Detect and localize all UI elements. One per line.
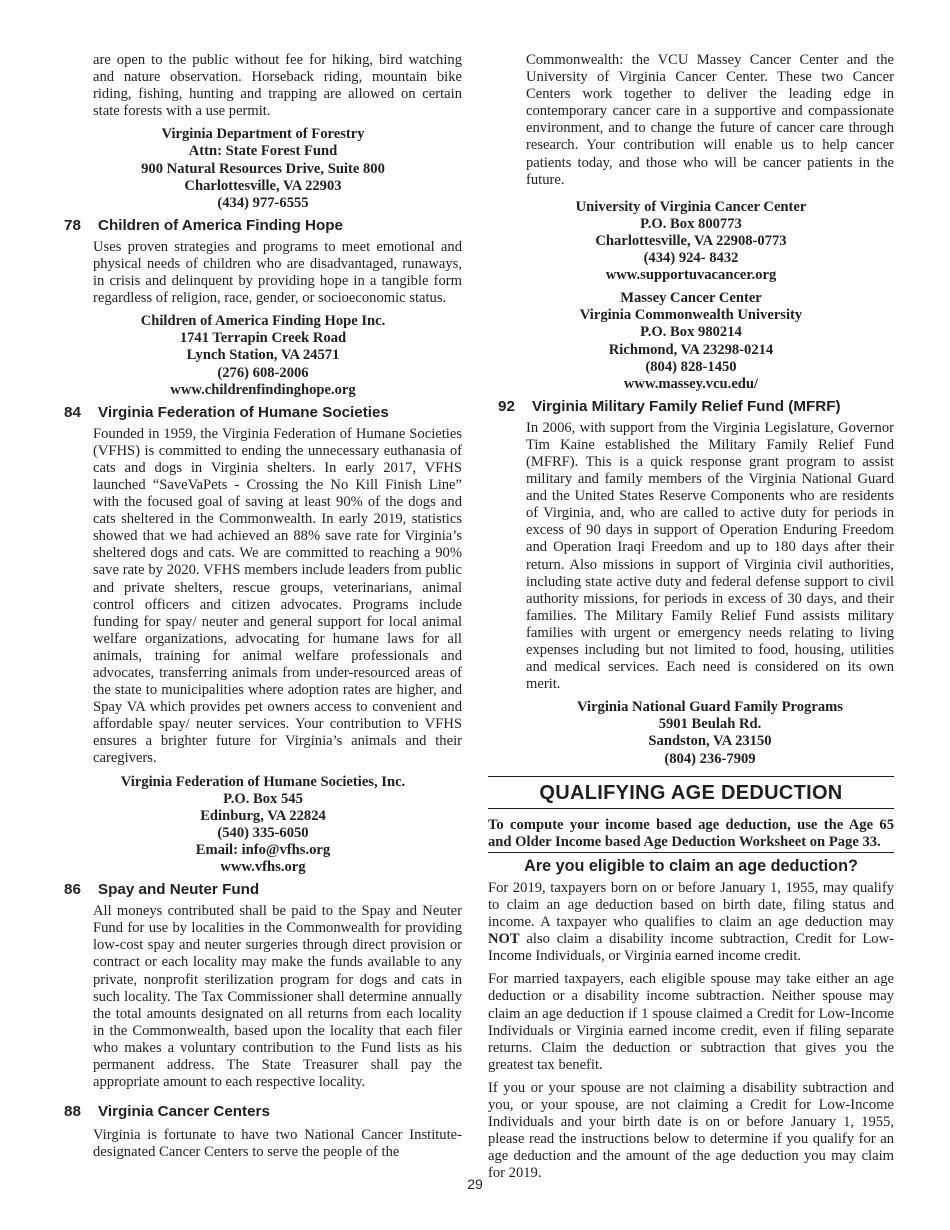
address-line: (276) 608-2006 <box>217 364 309 381</box>
address-line: Richmond, VA 23298-0214 <box>608 341 774 358</box>
address-line: P.O. Box 545 <box>223 790 303 807</box>
address-line: 5901 Beulah Rd. <box>658 716 762 733</box>
section-heading-78 <box>64 217 462 235</box>
section-heading-84 <box>64 404 462 422</box>
address-line: (434) 977-6555 <box>217 194 309 211</box>
section-body-88: Virginia is fortunate to have two National Cancer Institute-designated Cancer Centers to serve the people of the <box>93 1127 462 1161</box>
address-line: P.O. Box 800773 <box>640 215 742 232</box>
address-line: Edinburg, VA 22824 <box>200 807 326 824</box>
address-line: Charlottesville, VA 22908-0773 <box>595 232 787 249</box>
eligibility-question: Are you eligible to claim an age deduction? <box>524 856 858 875</box>
paragraph-text: also claim a disability income subtraction, Credit for Low-Income Individuals, or Virginia earned income credit. <box>488 931 894 965</box>
address-line: Virginia Federation of Humane Societies, Inc. <box>120 773 406 790</box>
section-number: 92 <box>498 397 515 415</box>
address-line: www.vfhs.org <box>220 859 306 876</box>
forestry-intro: are open to the public without fee for hiking, bird watching and nature observation. Horseback riding, mountain bike riding, fishing, hunting and trapping are allowed on certain state forests with a use permit. <box>93 52 462 120</box>
section-number: 84 <box>64 403 81 421</box>
address-line: (804) 236-7909 <box>664 750 756 767</box>
address-line: www.massey.vcu.edu/ <box>623 375 759 392</box>
address-line: www.childrenfindinghope.org <box>170 381 356 398</box>
section-body-92: In 2006, with support from the Virginia Legislature, Governor Tim Kaine established the Military Family Relief Fund (MFRF). This is a quick response grant program to assist military and family members of the Virginia National Guard and the United States Reserve Components who are residents of Virginia, and, who are called to active duty for periods in excess of 90 days in support of Operation Enduring Freedom and Operation Iraqi Freedom and up to 180 days after their return. Also missions in support of Virginia civil authorities, including state active duty and federal defense support to civil authority missions, for periods in excess of 30 days, and their families. The Military Family Relief Fund assists military families with urgent or emergency needs relating to living expenses including but not limited to food, housing, utilities and medical services. Each need is considered on its own merit. <box>526 419 894 693</box>
section-title: Spay and Neuter Fund <box>98 881 260 899</box>
children-hope-address <box>64 313 462 398</box>
section-number: 78 <box>64 216 81 234</box>
section-number: 88 <box>64 1103 81 1121</box>
section-number: 86 <box>64 881 81 899</box>
page-number: 29 <box>467 1176 483 1192</box>
address-line: (434) 924- 8432 <box>643 250 739 267</box>
massey-address <box>488 290 894 393</box>
address-line: Massey Cancer Center <box>620 290 762 307</box>
address-line: Virginia Department of Forestry <box>161 126 365 143</box>
cancer-centers-continued: Commonwealth: the VCU Massey Cancer Center and the University of Virginia Cancer Center. These two Cancer Centers work together to deliver the leading edge in contemporary cancer care in a supportive and compassionate environment, and to change the future of cancer care through research. Your contribution will enable us to help cancer patients today, and those who will be cancer patients in the future. <box>526 52 894 188</box>
vfhs-address <box>64 774 462 877</box>
section-title: Children of America Finding Hope <box>98 216 343 234</box>
section-heading-86 <box>64 881 462 899</box>
section-title: Virginia Federation of Humane Societies <box>98 403 389 421</box>
address-line: (804) 828-1450 <box>645 358 737 375</box>
address-line: Lynch Station, VA 24571 <box>186 347 340 364</box>
section-title: Virginia Military Family Relief Fund (MFRF) <box>532 397 841 415</box>
age-deduction-note: To compute your income based age deduction, use the Age 65 and Older Income based Age Deduction Worksheet on Page 33. <box>488 817 894 853</box>
eligibility-paragraph-1 <box>488 880 894 965</box>
left-column <box>64 52 462 1161</box>
eligibility-paragraph-3: If you or your spouse are not claiming a disability subtraction and you, or your spouse, are not claiming a Credit for Low-Income Individuals and your birth date is on or before January 1, 1955, please read the instructions below to determine if you qualify for an age deduction and the amount of the age deduction you may claim for 2019. <box>488 1079 894 1182</box>
paragraph-text: For 2019, taxpayers born on or before January 1, 1955, may qualify to claim an age deduction based on birth date, filing status and income. A taxpayer who qualifies to claim an age deduction may <box>488 879 894 931</box>
address-line: Charlottesville, VA 22903 <box>184 177 342 194</box>
forestry-address <box>64 126 462 211</box>
address-line: Email: info@vfhs.org <box>195 841 331 858</box>
section-body-84: Founded in 1959, the Virginia Federation of Humane Societies (VFHS) is committed to ending the unnecessary euthanasia of cats and dogs in Virginia shelters. In early 2017, VFHS launched “SaveVaPets - Crossing the No Kill Finish Line” with the focused goal of saving at least 90% of the dogs and cats sheltered in the Commonwealth. In early 2019, statistics showed that we had achieved an 88% save rate for Virginia’s sheltered dogs and cats. We are committed to reaching a 90% save rate by 2020. VFHS members include leaders from public and private shelters, rescue groups, veterinarians, animal control officers and citizen advocates. Programs include funding for spay/ neuter and general support for local animal welfare organizations, advocating for humane laws for all animals, training for animal welfare professionals and advocates, transferring animals from under-resourced areas of the state to municipalities where adoption rates are higher, and Spay VA which provides pet owners access to convenient and affordable spay/ neuter services. Your contribution to VFHS ensures a brighter future for Virginia’s animals and their caregivers. <box>93 425 462 767</box>
section-heading-88 <box>64 1103 462 1121</box>
eligibility-paragraph-2: For married taxpayers, each eligible spouse may take either an age deduction or a disability income subtraction. Neither spouse may claim an age deduction if 1 spouse claimed a Credit for Low-Income Individuals or Virginia earned income credit, even if filing separate returns. Claim the deduction or subtraction that gives you the greatest tax benefit. <box>488 971 894 1073</box>
address-line: 1741 Terrapin Creek Road <box>179 330 347 347</box>
address-line: 900 Natural Resources Drive, Suite 800 <box>141 160 385 177</box>
address-line: Virginia Commonwealth University <box>579 307 803 324</box>
address-line: Sandston, VA 23150 <box>648 733 772 750</box>
address-line: www.supportuvacancer.org <box>605 267 777 284</box>
address-line: Attn: State Forest Fund <box>188 143 338 160</box>
address-line: (540) 335-6050 <box>217 824 309 841</box>
address-line: Virginia National Guard Family Programs <box>577 699 843 716</box>
emphasis-not: NOT <box>488 931 520 948</box>
section-body-86: All moneys contributed shall be paid to the Spay and Neuter Fund for use by localities in the Commonwealth for providing low-cost spay and neuter surgeries through direct provision or contract or each locality may make the funds available to any private, nonprofit sterilization program for dogs and cats in such locality. The Tax Commissioner shall determine annually the total amounts designated on all returns from each locality in the Commonwealth, based upon the locality that each filer who makes a voluntary contribution to the Fund lists as his permanent address. The State Treasurer shall pay the appropriate amount to each respective locality. <box>93 903 462 1091</box>
right-column <box>488 52 894 1188</box>
address-line: Children of America Finding Hope Inc. <box>140 313 386 330</box>
uva-address <box>488 199 894 284</box>
age-deduction-title: QUALIFYING AGE DEDUCTION <box>488 776 894 809</box>
address-line: P.O. Box 980214 <box>640 324 742 341</box>
section-title: Virginia Cancer Centers <box>98 1103 270 1121</box>
address-line: University of Virginia Cancer Center <box>575 198 807 215</box>
section-body-78: Uses proven strategies and programs to meet emotional and physical needs of children who are disadvantaged, runaways, in crisis and delinquent by providing hope in a tangible form regardless of religion, race, gender, or socioeconomic status. <box>93 238 462 307</box>
national-guard-address <box>488 699 894 767</box>
section-heading-92 <box>498 398 894 416</box>
